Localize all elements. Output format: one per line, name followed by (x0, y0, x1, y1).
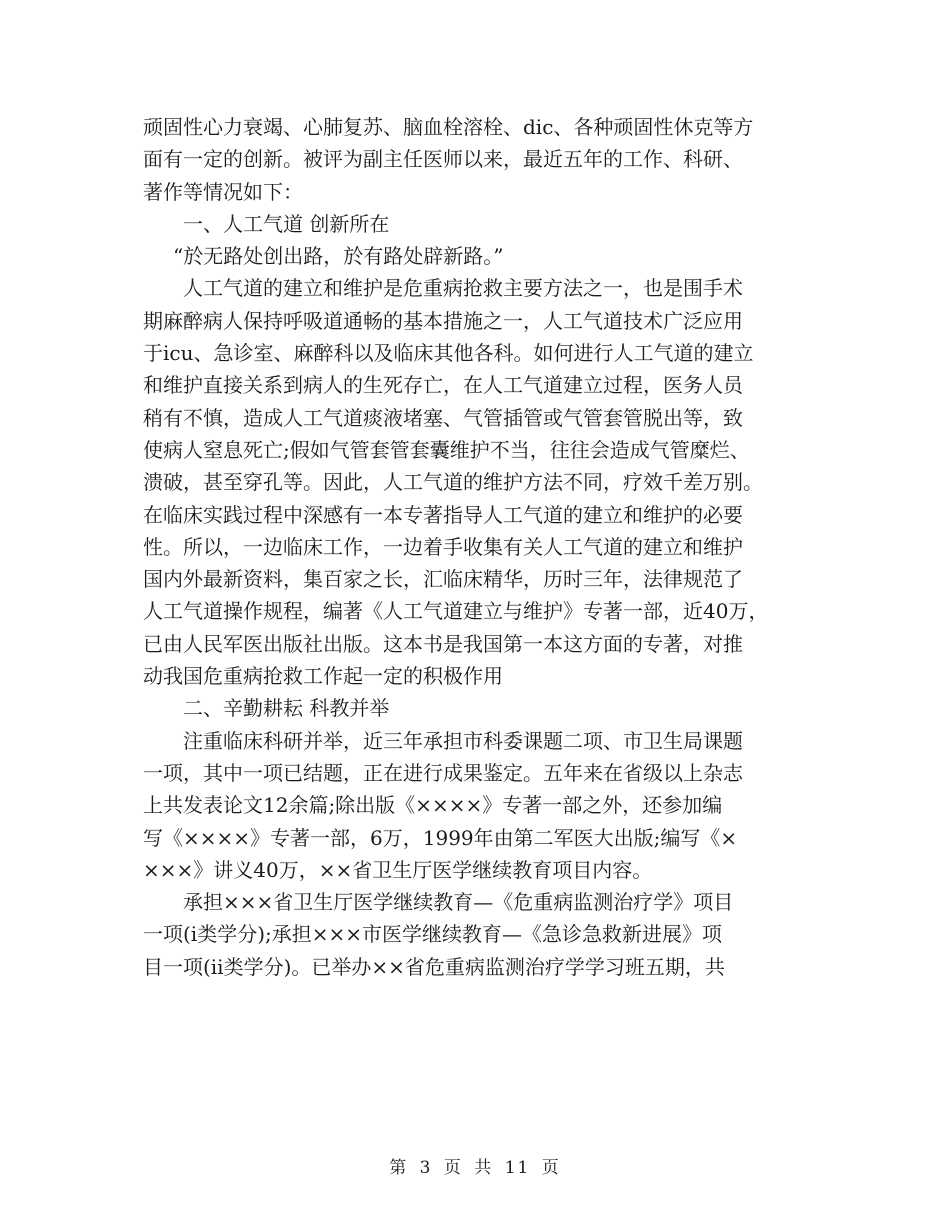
text-line: 著作等情况如下： (143, 179, 303, 204)
text-line: 和维护直接关系到病人的生死存亡，在人工气道建立过程，医务人员 (143, 373, 743, 398)
text-line: 动我国危重病抢救工作起一定的积极作用 (143, 664, 503, 689)
text-line: 期麻醉病人保持呼吸道通畅的基本措施之一，人工气道技术广泛应用 (143, 308, 743, 333)
text-line: 顽固性心力衰竭、心肺复苏、脑血栓溶栓、dic、各种顽固性休克等方 (143, 115, 754, 139)
text-line: ×××》讲义40万，××省卫生厅医学继续教育项目内容。 (143, 857, 653, 882)
text-line: 一项(ⅰ类学分);承担×××市医学继续教育—《急诊急救新进展》项 (143, 922, 723, 947)
text-line: 在临床实践过程中深感有一本专著指导人工气道的建立和维护的必要 (143, 502, 743, 527)
text-line: 上共发表论文12余篇;除出版《××××》专著一部之外，还参加编 (143, 793, 723, 818)
document-body (143, 111, 823, 983)
text-line: 性。所以，一边临床工作，一边着手收集有关人工气道的建立和维护 (143, 534, 743, 559)
text-line: 注重临床科研并举，近三年承担市科委课题二项、市卫生局课题 (183, 728, 743, 753)
quote-line: “於无路处创出路，於有路处辟新路。” (173, 244, 504, 269)
text-line: 国内外最新资料，集百家之长，汇临床精华，历时三年，法律规范了 (143, 567, 743, 592)
text-line: 承担×××省卫生厅医学继续教育—《危重病监测治疗学》项目 (183, 890, 734, 915)
text-line: 人工气道的建立和维护是危重病抢救主要方法之一，也是围手术 (183, 276, 743, 301)
text-line: 写《××××》专著一部，6万，1999年由第二军医大出版;编写《× (143, 825, 738, 850)
page-number-footer: 第 3 页 共 11 页 (389, 1158, 561, 1178)
text-line: 于icu、急诊室、麻醉科以及临床其他各科。如何进行人工气道的建立 (143, 341, 754, 366)
text-line: 面有一定的创新。被评为副主任医师以来，最近五年的工作、科研、 (143, 147, 743, 172)
section-heading-1: 一、人工气道 创新所在 (183, 211, 390, 236)
text-line: 已由人民军医出版社出版。这本书是我国第一本这方面的专著，对推 (143, 631, 743, 656)
text-line: 使病人窒息死亡;假如气管套管套囊维护不当，往往会造成气管糜烂、 (143, 437, 750, 462)
text-line: 目一项(ⅱ类学分)。已举办××省危重病监测治疗学学习班五期，共 (143, 954, 725, 979)
text-line: 人工气道操作规程，编著《人工气道建立与维护》专著一部，近40万， (143, 599, 769, 624)
section-heading-2: 二、辛勤耕耘 科教并举 (183, 696, 390, 721)
text-line: 稍有不慎，造成人工气道痰液堵塞、气管插管或气管套管脱出等，致 (143, 405, 743, 430)
text-line: 一项，其中一项已结题，正在进行成果鉴定。五年来在省级以上杂志 (143, 760, 743, 785)
text-line: 溃破，甚至穿孔等。因此，人工气道的维护方法不同，疗效千差万别。 (143, 470, 763, 495)
